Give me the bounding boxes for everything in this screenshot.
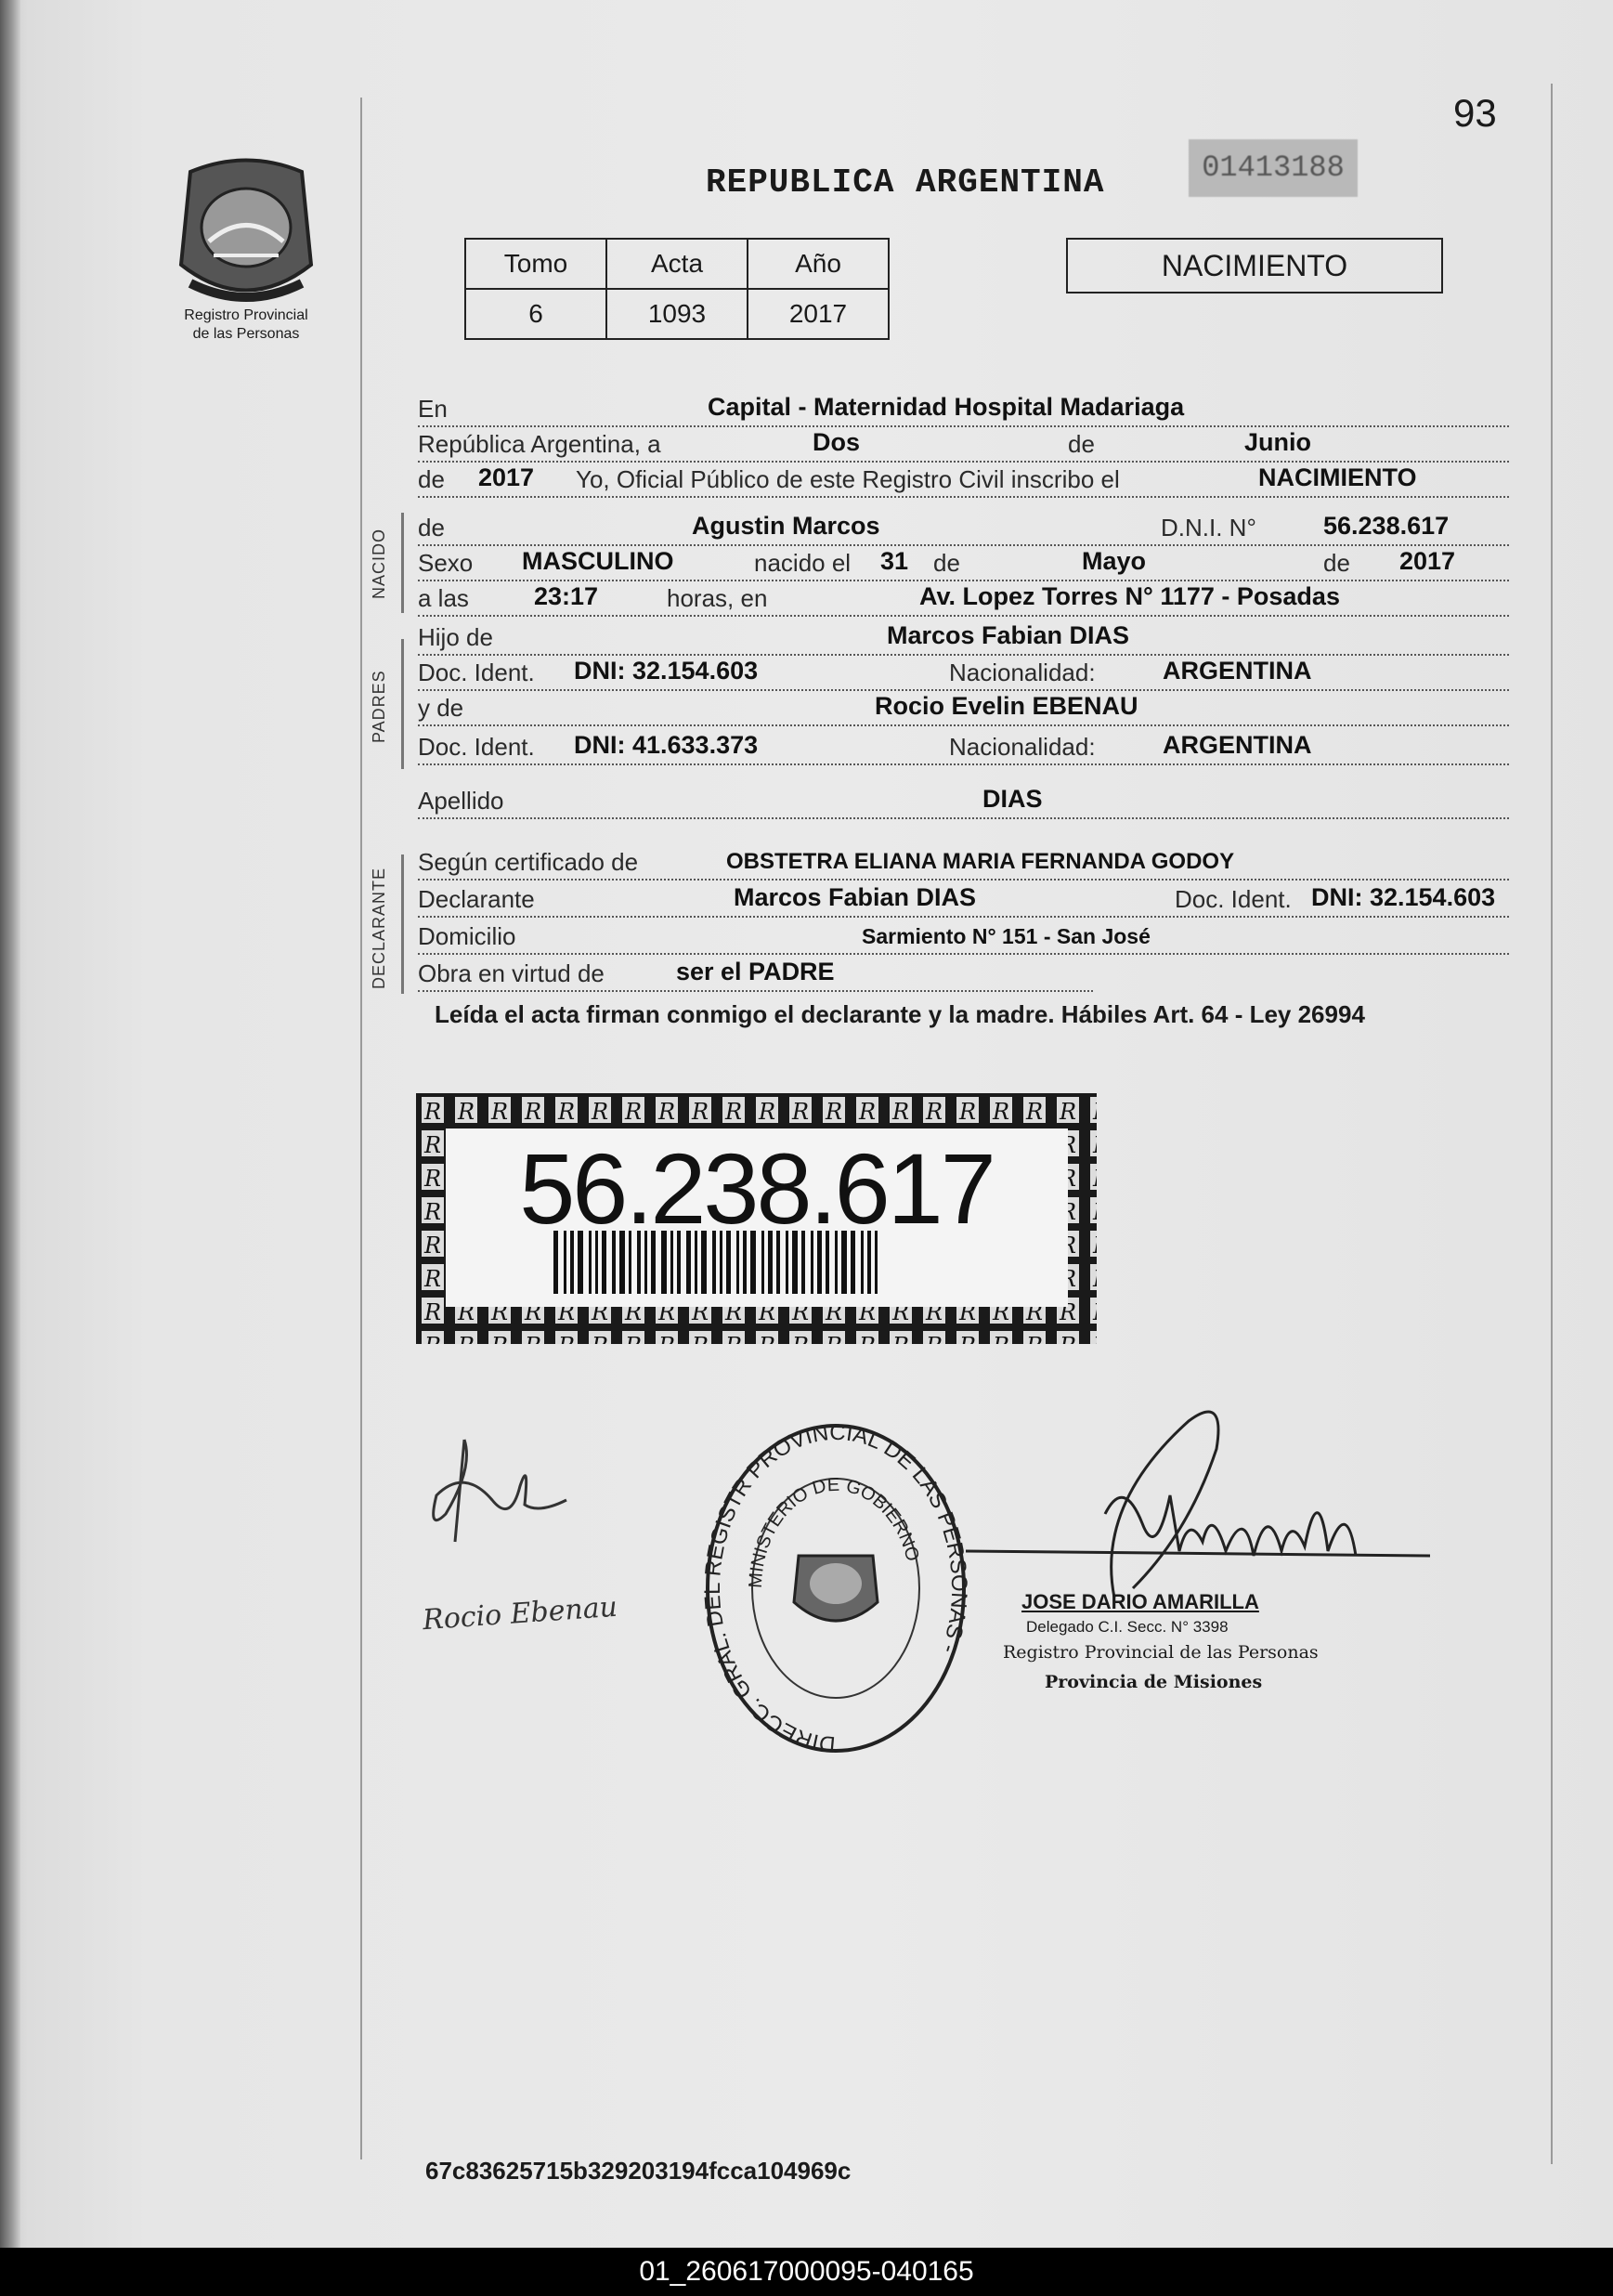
row-padre [418,619,1509,656]
document-hash: 67c83625715b329203194fcca104969c [425,2157,852,2185]
provincial-seal-logo [172,153,320,311]
label-doc-ident-declarante: Doc. Ident. [1175,885,1292,913]
row-certificado [418,843,1509,881]
table-value-tomo: 6 [465,289,606,339]
value-nac-anio: 2017 [1399,547,1456,575]
row-apellido [418,782,1509,819]
label-dni: D.N.I. N° [1161,514,1256,541]
value-sexo: MASCULINO [522,547,674,575]
page-number: 93 [1453,91,1497,135]
section-bar-nacido [401,513,404,613]
dni-barcode-card [416,1093,1097,1344]
document-title: REPUBLICA ARGENTINA [706,163,1105,202]
row-hora [418,580,1509,617]
value-padre: Marcos Fabian DIAS [887,621,1130,649]
side-label-padres: PADRES [370,670,388,743]
value-madre-nac: ARGENTINA [1163,731,1312,759]
value-padre-doc: DNI: 32.154.603 [574,657,759,685]
label-hijo-de: Hijo de [418,623,493,651]
table-header-tomo: Tomo [465,239,606,289]
value-declarante-doc: DNI: 32.154.603 [1311,883,1496,911]
row-obra [418,955,1093,992]
value-lugar: Capital - Maternidad Hospital Madariaga [708,393,1185,421]
label-apellido: Apellido [418,787,504,815]
footer-id-bar: 01_260617000095-040165 [0,2248,1613,2296]
label-doc-ident-padre: Doc. Ident. [418,659,535,686]
logo-caption [149,307,344,344]
value-nac-mes: Mayo [1082,547,1147,575]
label-nacionalidad-padre: Nacionalidad: [949,659,1096,686]
section-bar-padres [401,639,404,769]
record-table [464,238,890,340]
table-header-acta: Acta [606,239,748,289]
value-declarante: Marcos Fabian DIAS [734,883,977,911]
value-obra: ser el PADRE [676,958,835,985]
label-domicilio: Domicilio [418,922,516,950]
label-yo: Yo, Oficial Público de este Registro Civil inscribo el [576,465,1120,493]
margin-line-right [1551,84,1553,2164]
value-nombre: Agustin Marcos [692,512,880,540]
row-fecha [418,425,1509,463]
label-republica: República Argentina, a [418,430,661,458]
label-de-nac-mes: de [933,549,960,577]
row-declarante [418,881,1509,918]
label-a-las: a las [418,584,469,612]
label-doc-ident-madre: Doc. Ident. [418,733,535,761]
value-madre: Rocio Evelin EBENAU [875,692,1138,720]
row-madre-doc [418,728,1509,765]
label-y-de: y de [418,694,464,722]
value-hora: 23:17 [534,582,599,610]
label-sexo: Sexo [418,549,474,577]
legal-text: Leída el acta firman conmigo el declarante y la madre. Hábiles Art. 64 - Ley 26994 [435,1000,1365,1028]
official-org: Registro Provincial de las Personas [1003,1642,1319,1663]
row-madre [418,689,1509,726]
logo-caption-line1: Registro Provincial [184,307,308,323]
label-segun: Según certificado de [418,848,639,876]
value-acto: NACIMIENTO [1258,463,1417,491]
official-role: Delegado C.I. Secc. N° 3398 [1026,1618,1229,1636]
label-nacionalidad-madre: Nacionalidad: [949,733,1096,761]
value-certificado: OBSTETRA ELIANA MARIA FERNANDA GODOY [726,849,1235,874]
record-type-box: NACIMIENTO [1066,238,1443,294]
official-province: Provincia de Misiones [1045,1672,1263,1692]
barcode-number: 56.238.617 [519,1132,994,1245]
row-inscripcion [418,461,1509,498]
value-mes: Junio [1244,428,1311,456]
value-nac-dia: 31 [880,547,909,575]
value-dni: 56.238.617 [1323,512,1450,540]
label-declarante: Declarante [418,885,535,913]
row-domicilio [418,918,1509,955]
row-nombre [418,509,1509,546]
row-sexo [418,544,1509,581]
stamp-inner-text: MINISTERIO DE GOBIERNO [745,1474,923,1589]
label-de-nac-anio: de [1323,549,1350,577]
table-header-anio: Año [748,239,889,289]
table-value-acta: 1093 [606,289,748,339]
official-stamp [696,1416,975,1760]
binding-edge [0,0,20,2248]
table-value-anio: 2017 [748,289,889,339]
margin-line-left [360,98,362,2159]
value-padre-nac: ARGENTINA [1163,657,1312,685]
value-dia: Dos [813,428,861,456]
value-apellido: DIAS [982,785,1043,813]
logo-caption-line2: de las Personas [192,326,300,342]
official-name: JOSE DARIO AMARILLA [1021,1590,1259,1613]
label-de-mes: de [1068,430,1095,458]
value-domicilio: Sarmiento N° 151 - San José [862,924,1151,948]
label-nacido-el: nacido el [754,549,852,577]
row-padre-doc [418,654,1509,691]
label-de-anio: de [418,465,445,493]
row-lugar [418,390,1509,427]
value-anio: 2017 [478,463,535,491]
label-en: En [418,395,448,423]
mother-signature-name: Rocio Ebenau [422,1590,618,1637]
label-de-nombre: de [418,514,445,541]
stamp-outer-text: DIRECC. GRAL. DEL REGISTR PROVINCIAL DE LAS PERSONAS - [700,1419,972,1757]
serial-number: 01413188 [1189,139,1358,197]
label-horas-en: horas, en [667,584,768,612]
value-lugar-nac: Av. Lopez Torres N° 1177 - Posadas [919,582,1340,610]
value-madre-doc: DNI: 41.633.373 [574,731,759,759]
section-bar-declarante [401,854,404,994]
side-label-declarante: DECLARANTE [370,867,388,989]
label-obra: Obra en virtud de [418,959,605,987]
side-label-nacido: NACIDO [370,528,388,599]
